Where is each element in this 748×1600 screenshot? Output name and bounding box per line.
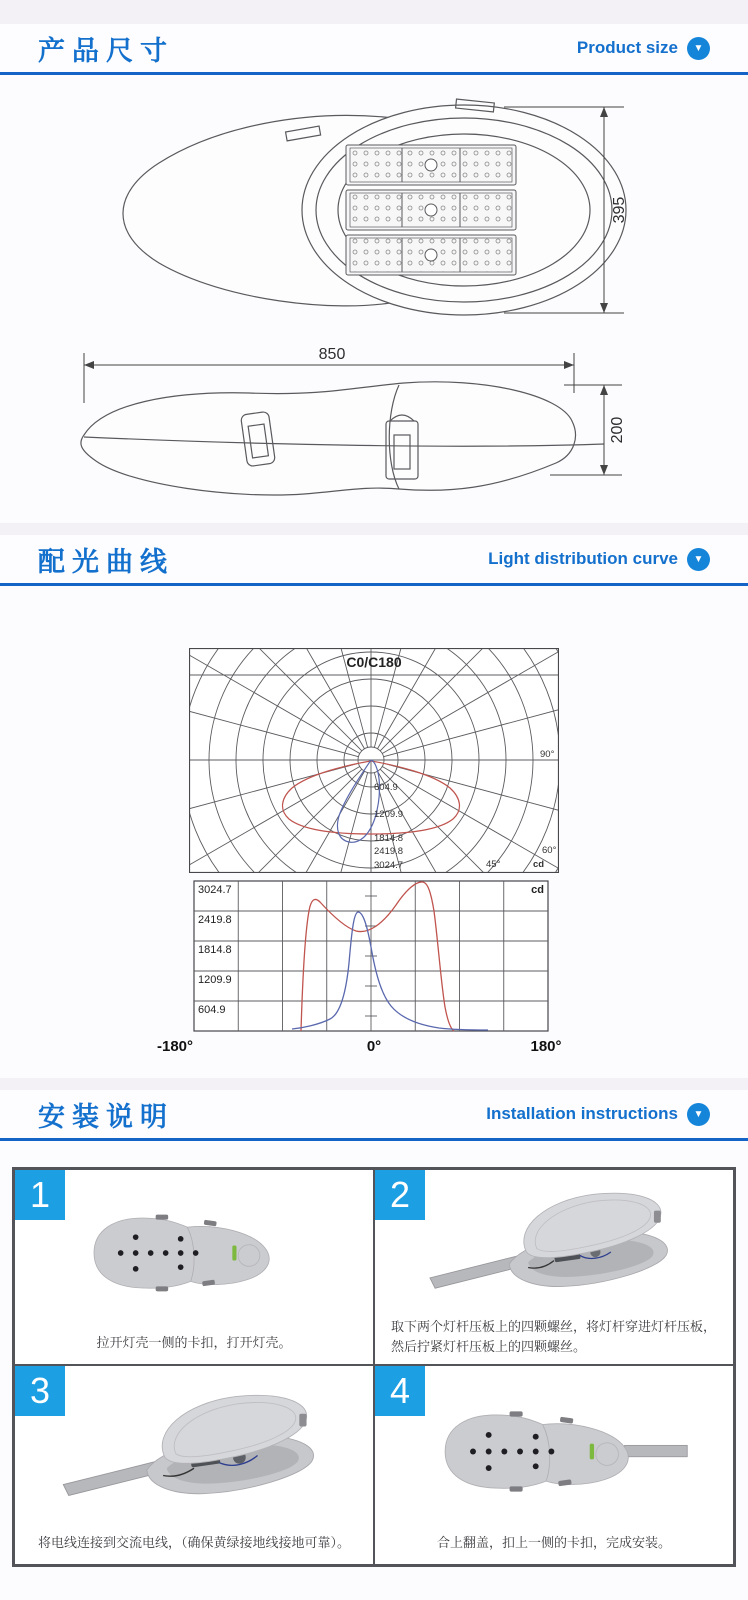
chevron-down-circle-icon[interactable]: ▼	[687, 37, 710, 60]
section-title-en: Installation instructions	[486, 1104, 678, 1123]
installation-section	[0, 1141, 748, 1600]
install-step-cell-4	[374, 1365, 734, 1565]
polar-unit-label: cd	[533, 859, 545, 870]
section-title-en: Light distribution curve	[488, 549, 678, 568]
step-number-badge: 4	[375, 1366, 425, 1416]
section-title-en-wrap	[488, 548, 710, 571]
section-header-product-size	[0, 24, 748, 72]
spacer	[0, 1078, 748, 1090]
step-image-open-lamp-wiring	[15, 1366, 373, 1533]
dimension-label-200: 200	[609, 416, 626, 444]
section-title-zh: 安装说明	[38, 1101, 174, 1132]
chevron-down-circle-icon[interactable]: ▼	[687, 1103, 710, 1126]
polar-chart-title: C0/C180	[346, 654, 402, 670]
step-number-badge: 2	[375, 1170, 425, 1220]
step-image-open-lamp	[375, 1170, 733, 1317]
section-title-en-wrap	[486, 1103, 710, 1126]
y-tick: 1209.9	[198, 974, 232, 986]
x-tick: 0°	[366, 1038, 382, 1055]
step-number-badge: 1	[15, 1170, 65, 1220]
section-title-zh: 产品尺寸	[38, 35, 174, 66]
lamp-side-view-drawing	[64, 343, 684, 513]
y-tick: 3024.7	[198, 884, 232, 896]
y-tick: 1814.8	[198, 944, 232, 956]
polar-tick: 1814.8	[374, 833, 404, 844]
install-step-cell-1	[14, 1169, 374, 1365]
polar-angle-label: 60°	[542, 845, 557, 856]
dimension-label-850: 850	[318, 346, 346, 363]
chevron-down-circle-icon[interactable]: ▼	[687, 548, 710, 571]
step-number-badge: 3	[15, 1366, 65, 1416]
install-step-cell-2	[374, 1169, 734, 1365]
section-title-zh: 配光曲线	[38, 546, 174, 577]
step-image-closed-lamp-with-pole	[375, 1366, 733, 1533]
polar-angle-label: 90°	[540, 749, 555, 760]
x-tick: -180°	[156, 1038, 194, 1055]
cartesian-unit-label: cd	[531, 884, 544, 896]
polar-angle-label: 45°	[486, 859, 501, 870]
step-caption: 将电线连接到交流电线，（确保黄绿接地线接地可靠）。	[37, 1534, 350, 1550]
polar-tick: 604.9	[374, 782, 398, 793]
spacer	[0, 523, 748, 535]
light-curve-section	[0, 586, 748, 1078]
top-spacer	[0, 0, 748, 24]
polar-chart	[189, 648, 559, 873]
installation-steps-table	[12, 1167, 736, 1567]
product-size-section	[0, 75, 748, 523]
y-tick: 2419.8	[198, 914, 232, 926]
cartesian-chart	[144, 873, 604, 1058]
step-caption: 拉开灯壳一侧的卡扣，打开灯壳。	[96, 1334, 292, 1350]
section-header-installation	[0, 1090, 748, 1138]
y-tick: 604.9	[198, 1004, 226, 1016]
lamp-top-view-drawing	[64, 93, 684, 331]
section-title-en: Product size	[576, 38, 678, 57]
section-header-light-curve	[0, 535, 748, 583]
step-caption: 合上翻盖，扣上一侧的卡扣，完成安装。	[436, 1534, 671, 1550]
step-image-closed-lamp	[15, 1170, 373, 1333]
section-title-en-wrap	[577, 37, 710, 60]
polar-tick: 2419.8	[374, 846, 404, 857]
dimension-label-395: 395	[611, 196, 628, 224]
polar-tick: 1209.9	[374, 809, 404, 820]
step-caption: 取下两个灯杆压板上的四颗螺丝，将灯杆穿进灯杆压板，然后拧紧灯杆压板上的四颗螺丝。	[391, 1319, 717, 1354]
install-step-cell-3	[14, 1365, 374, 1565]
polar-tick: 3024.7	[374, 860, 404, 871]
x-tick: 180°	[530, 1038, 562, 1055]
